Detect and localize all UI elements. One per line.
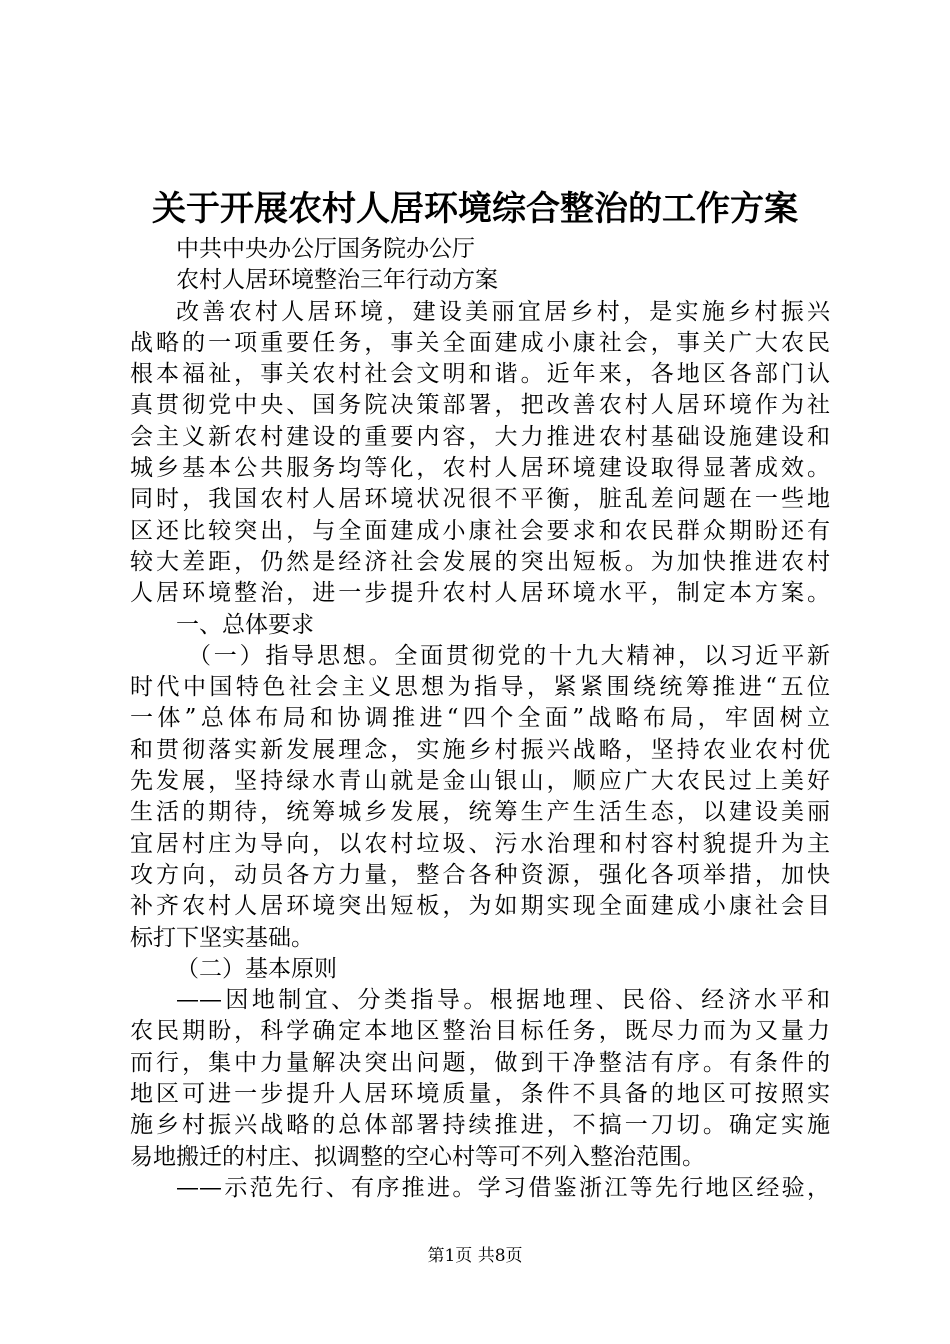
paragraph-line: 区还比较突出，与全面建成小康社会要求和农民群众期盼还有 bbox=[130, 517, 830, 544]
paragraph-line: ——因地制宜、分类指导。根据地理、民俗、经济水平和 bbox=[176, 987, 830, 1014]
paragraph-line: 先发展，坚持绿水青山就是金山银山，顺应广大农民过上美好 bbox=[130, 768, 830, 795]
paragraph-line: 而行，集中力量解决突出问题，做到干净整洁有序。有条件的 bbox=[130, 1049, 830, 1076]
paragraph-line: 攻方向，动员各方力量，整合各种资源，强化各项举措，加快 bbox=[130, 861, 830, 888]
paragraph-line: （一）指导思想。全面贯彻党的十九大精神，以习近平新 bbox=[188, 642, 830, 669]
page-number-footer: 第1页 共8页 bbox=[427, 1246, 523, 1266]
paragraph-line: 同时，我国农村人居环境状况很不平衡，脏乱差问题在一些地 bbox=[130, 486, 830, 513]
paragraph-line: 较大差距，仍然是经济社会发展的突出短板。为加快推进农村 bbox=[130, 548, 830, 575]
paragraph-line: 施乡村振兴战略的总体部署持续推进，不搞一刀切。确定实施 bbox=[130, 1112, 830, 1139]
paragraph-line: 和贯彻落实新发展理念，实施乡村振兴战略，坚持农业农村优 bbox=[130, 736, 830, 763]
paragraph-line: 宜居村庄为导向，以农村垃圾、污水治理和村容村貌提升为主 bbox=[130, 830, 830, 857]
paragraph-line: 地区可进一步提升人居环境质量，条件不具备的地区可按照实 bbox=[130, 1081, 830, 1108]
paragraph-line: 真贯彻党中央、国务院决策部署，把改善农村人居环境作为社 bbox=[130, 392, 830, 419]
document-title: 关于开展农村人居环境综合整治的工作方案 bbox=[152, 189, 798, 229]
paragraph-line: 农民期盼，科学确定本地区整治目标任务，既尽力而为又量力 bbox=[130, 1018, 830, 1045]
paragraph-line: 会主义新农村建设的重要内容，大力推进农村基础设施建设和 bbox=[130, 423, 830, 450]
paragraph-line: 一体”总体布局和协调推进“四个全面”战略布局，牢固树立 bbox=[130, 705, 830, 732]
paragraph-line: ——示范先行、有序推进。学习借鉴浙江等先行地区经验， bbox=[176, 1174, 830, 1201]
paragraph-line: 战略的一项重要任务，事关全面建成小康社会，事关广大农民 bbox=[130, 329, 830, 356]
paragraph-line: 补齐农村人居环境突出短板，为如期实现全面建成小康社会目 bbox=[130, 893, 830, 920]
subsection-heading: （二）基本原则 bbox=[176, 955, 337, 982]
paragraph-line: 生活的期待，统筹城乡发展，统筹生产生活生态，以建设美丽 bbox=[130, 799, 830, 826]
subtitle-line: 农村人居环境整治三年行动方案 bbox=[176, 267, 498, 294]
paragraph-line: 人居环境整治，进一步提升农村人居环境水平，制定本方案。 bbox=[130, 580, 830, 607]
section-heading: 一、总体要求 bbox=[176, 611, 314, 638]
paragraph-line: 时代中国特色社会主义思想为指导，紧紧围绕统筹推进“五位 bbox=[130, 674, 830, 701]
issuer-line: 中共中央办公厅国务院办公厅 bbox=[176, 236, 475, 262]
paragraph-line: 改善农村人居环境，建设美丽宜居乡村，是实施乡村振兴 bbox=[176, 298, 830, 325]
paragraph-line: 易地搬迁的村庄、拟调整的空心村等可不列入整治范围。 bbox=[130, 1143, 705, 1170]
document-body bbox=[130, 234, 830, 1204]
paragraph-line: 城乡基本公共服务均等化，农村人居环境建设取得显著成效。 bbox=[130, 455, 830, 482]
paragraph-line: 标打下坚实基础。 bbox=[130, 924, 314, 951]
paragraph-line: 根本福祉，事关农村社会文明和谐。近年来，各地区各部门认 bbox=[130, 361, 830, 388]
